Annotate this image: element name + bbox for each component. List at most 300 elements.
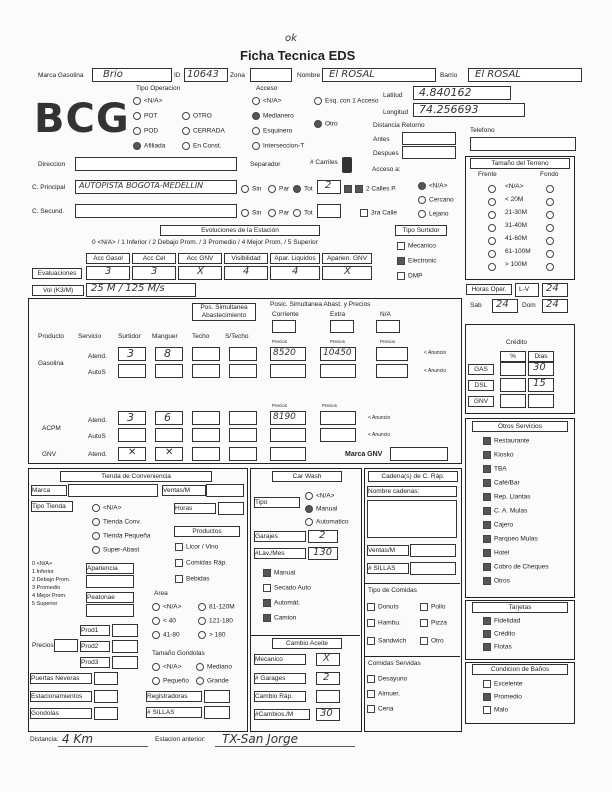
- frente-radio[interactable]: [488, 250, 496, 258]
- fondo-radio[interactable]: [546, 263, 554, 271]
- cs-carriles-field[interactable]: [317, 204, 341, 218]
- credito-pct: %: [500, 351, 526, 362]
- otros-servicios-title: Otros Servicios: [472, 421, 568, 432]
- cambio-rap-label: Cambio Ráp.: [254, 691, 306, 702]
- distancia-label: Distancia:: [30, 736, 59, 743]
- registradoras-label: Registradoras: [146, 691, 202, 702]
- gas-autos-techo[interactable]: [192, 364, 220, 378]
- cw-tipo-label: Tipo: [254, 497, 300, 508]
- gas-anuncio-1: < Anuncio: [424, 350, 447, 356]
- na-col: N/A: [380, 311, 391, 318]
- acceso-medianero[interactable]: Medianero: [252, 112, 294, 120]
- electronic-check[interactable]: Electronic: [397, 257, 437, 265]
- traffic-light-icon: [342, 157, 352, 173]
- telefono-label: Telefono: [470, 127, 495, 134]
- tienda-scale-4: 4 Mejor Prom.: [32, 593, 67, 599]
- acceso-na[interactable]: <N/A>: [252, 97, 281, 105]
- condicion-item[interactable]: [483, 693, 522, 701]
- evo-col-value[interactable]: [178, 266, 222, 280]
- calle-principal-label: C. Principal: [32, 184, 66, 191]
- antes-label: Antes: [373, 136, 390, 143]
- evo-col-header: Acc GNV: [178, 253, 222, 264]
- vol-label: Vol (K3/M): [32, 285, 84, 296]
- acpm-manguer[interactable]: 6: [155, 411, 183, 425]
- evo-col-value[interactable]: [322, 266, 372, 280]
- cs-sin[interactable]: Sin: [241, 209, 261, 217]
- prod1-label: Prod1: [80, 625, 110, 636]
- frente-label: Frente: [478, 171, 497, 178]
- evo-col-header: Apar. Liquidos: [270, 253, 320, 264]
- gas-autos-precio-2[interactable]: [320, 364, 356, 378]
- acpm-autos-stecho[interactable]: [229, 428, 257, 442]
- condicion-item[interactable]: [483, 680, 523, 688]
- productos-label: Productos: [174, 526, 240, 537]
- condicion-item[interactable]: [483, 706, 508, 714]
- gnv-dias-field[interactable]: [528, 394, 554, 408]
- puertas-field[interactable]: [94, 672, 118, 685]
- tienda-conv[interactable]: Tienda Conv.: [92, 518, 141, 526]
- otros-servicio-item[interactable]: [483, 465, 507, 473]
- pos-simultanea-title: Pos. Simultanea Abastecimiento: [192, 303, 256, 321]
- otros-servicio-label: Otros: [494, 577, 510, 585]
- telefono-field[interactable]: [470, 137, 576, 151]
- acpm-autos-precio-1[interactable]: [270, 428, 306, 442]
- nombre-label: Nombre: [297, 72, 321, 79]
- evo-col-value[interactable]: [270, 266, 320, 280]
- acpm-anuncio-2: < Anuncio: [368, 432, 391, 438]
- prod1-field[interactable]: [112, 624, 138, 637]
- cw-check-manual[interactable]: Manual: [263, 569, 295, 577]
- credito-gnv: GNV: [468, 396, 494, 407]
- acceso-label: Acceso: [256, 85, 278, 92]
- gas-techo[interactable]: [192, 347, 220, 361]
- calle-principal-field[interactable]: AUTOPISTA BOGOTA-MEDELLIN: [75, 180, 237, 194]
- zona-field[interactable]: [250, 68, 292, 82]
- acpm-precio-2[interactable]: [320, 411, 356, 425]
- garajes-label: Garajes: [254, 531, 306, 542]
- tienda-marca-label: Marca: [31, 485, 67, 496]
- otros-servicio-item[interactable]: [483, 437, 529, 445]
- fondo-label: Fondo: [540, 171, 559, 178]
- estacion-anterior-value: TX-San Jorge: [222, 732, 298, 746]
- nombre-cadenas-field[interactable]: [367, 500, 457, 538]
- manguer-col: Manguer: [152, 333, 178, 340]
- tienda-scale-5: 5 Superior: [32, 601, 58, 607]
- credito-dias: Dias: [528, 351, 554, 362]
- gas-precio-1[interactable]: 8520: [270, 347, 306, 361]
- acpm-autos-precio-2[interactable]: [320, 428, 356, 442]
- apariencia-field[interactable]: [86, 575, 134, 588]
- latitud-field[interactable]: 4.840162: [413, 86, 511, 100]
- terreno-title: Tamaño del Terreno: [470, 158, 570, 169]
- tipo-comidas-divider: [364, 583, 460, 584]
- gas-autos-precio-3[interactable]: [376, 364, 408, 378]
- acpm-autos-techo[interactable]: [192, 428, 220, 442]
- dom-label: Dom: [522, 302, 536, 309]
- terreno-row-label: > 100M: [505, 261, 527, 268]
- gnv-techo[interactable]: [192, 447, 220, 461]
- cw-check-camion[interactable]: Camion: [263, 614, 296, 622]
- dsl-pct-field[interactable]: [500, 378, 526, 392]
- corriente-box[interactable]: [272, 320, 296, 333]
- area-41-80[interactable]: 41-80: [152, 631, 180, 639]
- cadena-ventas-label: Ventas/M: [367, 545, 409, 556]
- evo-col-value[interactable]: [132, 266, 176, 280]
- gasolina-label: Gasolina: [38, 360, 64, 367]
- otros-servicio-label: TBA: [494, 465, 507, 473]
- acceso-a-label: Acceso a:: [372, 166, 401, 173]
- otros-servicio-item[interactable]: [483, 493, 531, 501]
- garages-field[interactable]: 2: [316, 672, 340, 685]
- otros-servicio-item[interactable]: [483, 451, 514, 459]
- tienda-na[interactable]: <N/A>: [92, 504, 121, 512]
- area-81-120[interactable]: 81-120M: [198, 603, 235, 611]
- gnv-pct-field[interactable]: [500, 394, 526, 408]
- marca-gnv-label: Marca GNV: [345, 451, 383, 458]
- tipo-op-en-const[interactable]: En Const.: [182, 142, 222, 150]
- marca-gnv-field[interactable]: [390, 447, 448, 461]
- cw-manual[interactable]: Manual: [305, 505, 337, 513]
- comida-pizza[interactable]: Pizza: [420, 619, 447, 627]
- servida-almuer[interactable]: Almuer.: [367, 690, 400, 698]
- acpm-techo[interactable]: [192, 411, 220, 425]
- tam-grande[interactable]: Grande: [196, 677, 229, 685]
- tam-pequeno[interactable]: Pequeño: [152, 677, 189, 685]
- cw-automatico[interactable]: Automatico: [305, 518, 349, 526]
- gas-stecho[interactable]: [229, 347, 257, 361]
- condicion-label: Malo: [494, 706, 509, 714]
- otros-servicio-label: Restaurante: [494, 437, 530, 445]
- otros-servicio-item[interactable]: [483, 479, 520, 487]
- otros-servicio-label: Hotel: [494, 549, 510, 557]
- ok-mark: ok: [285, 33, 297, 44]
- acceso-otro[interactable]: Otro: [314, 120, 338, 128]
- bebidas-check[interactable]: Bebidas: [175, 575, 210, 583]
- tam-mediano[interactable]: Mediano: [196, 663, 232, 671]
- otros-servicio-item[interactable]: [483, 535, 538, 543]
- na-box[interactable]: [376, 320, 400, 333]
- tarjeta-item[interactable]: [483, 617, 520, 625]
- servida-cena[interactable]: Cena: [367, 705, 394, 713]
- cs-par[interactable]: Par: [268, 209, 289, 217]
- otros-servicio-label: Kiosko: [494, 451, 514, 459]
- mecanico-label: Mecanico: [254, 654, 306, 665]
- id-field[interactable]: 10643: [184, 68, 228, 82]
- tarjetas-title: Tarjetas: [472, 602, 568, 613]
- calle-secund-field[interactable]: [75, 204, 237, 218]
- otros-servicio-label: Cobro de Cheques: [494, 563, 549, 571]
- evo-col-header: Aparien. GNV: [322, 253, 372, 264]
- sab-field[interactable]: 24: [492, 299, 518, 313]
- otros-servicio-item[interactable]: [483, 521, 513, 529]
- cs-tot[interactable]: Tot: [293, 209, 313, 217]
- comida-otro[interactable]: Otro: [420, 637, 444, 645]
- tienda-sillas-field[interactable]: [204, 706, 230, 719]
- nombre-field[interactable]: El ROSAL: [322, 68, 436, 82]
- dmp-check[interactable]: DMP: [397, 272, 422, 280]
- longitud-field[interactable]: 74.256693: [413, 103, 525, 117]
- mecanico-check[interactable]: Mecanico: [397, 242, 436, 250]
- despues-field[interactable]: [402, 146, 456, 159]
- despues-label: Despues: [373, 150, 399, 157]
- stecho-col: S/Techo: [225, 333, 249, 340]
- gas-autos-stecho[interactable]: [229, 364, 257, 378]
- cadena-sillas-label: # SILLAS: [367, 563, 409, 574]
- terreno-row-label: 41-60M: [505, 235, 528, 242]
- tarjeta-item[interactable]: [483, 643, 512, 651]
- prod3-label: Prod3: [80, 657, 110, 668]
- form-title: Ficha Tecnica EDS: [240, 48, 356, 63]
- cambios-label: #Cambios./M: [254, 709, 310, 720]
- tipo-op-na[interactable]: <N/A>: [133, 97, 162, 105]
- tipo-op-afiliada[interactable]: Afiliada: [133, 142, 165, 150]
- gnv-surtidor[interactable]: ✕: [118, 447, 146, 461]
- tienda-sillas-label: # SILLAS: [146, 707, 202, 718]
- cp-dos-calles[interactable]: 2 Calles P.: [344, 185, 397, 193]
- prod2-label: Prod2: [80, 641, 110, 652]
- extra-box[interactable]: [330, 320, 354, 333]
- frente-radio[interactable]: [488, 198, 496, 206]
- otros-servicio-item[interactable]: [483, 507, 527, 515]
- comidas-check[interactable]: Comidas Ráp.: [175, 559, 227, 567]
- prod3-field[interactable]: [112, 656, 138, 669]
- tipo-op-pot[interactable]: POT: [133, 112, 157, 120]
- frente-radio[interactable]: [488, 237, 496, 245]
- cp-tot[interactable]: Tot: [293, 185, 313, 193]
- barrio-field[interactable]: El ROSAL: [468, 68, 582, 82]
- cadena-ventas-field[interactable]: [410, 544, 456, 557]
- tienda-scale-3: 3 Promedio: [32, 585, 61, 591]
- otros-servicio-item[interactable]: [483, 549, 509, 557]
- cw-check-automat[interactable]: Automát.: [263, 599, 300, 607]
- estac-field[interactable]: [94, 690, 118, 703]
- gnv-precio[interactable]: [270, 447, 306, 461]
- direccion-field[interactable]: [75, 157, 237, 171]
- horas-lv-value[interactable]: 24: [542, 283, 568, 297]
- servidas-label: Comidas Servidas: [368, 660, 421, 667]
- fondo-radio[interactable]: [546, 224, 554, 232]
- registradoras-field[interactable]: [204, 690, 230, 703]
- gas-autos-precio-1[interactable]: [270, 364, 306, 378]
- comida-donuts[interactable]: Donuts: [367, 603, 399, 611]
- tienda-ventas-field[interactable]: [206, 484, 244, 497]
- tienda-pequena[interactable]: Tienda Pequeña: [92, 532, 150, 540]
- lav-label: #Lav./Mes: [254, 548, 306, 559]
- gas-autos-label: AutoS: [88, 369, 106, 376]
- credito-dsl: DSL: [468, 380, 494, 391]
- garages-label: # Garages: [254, 673, 306, 684]
- frente-radio[interactable]: [488, 211, 496, 219]
- gas-manguer[interactable]: 8: [155, 347, 183, 361]
- fondo-radio[interactable]: [546, 211, 554, 219]
- tienda-horas-field[interactable]: [218, 502, 244, 515]
- sab-label: Sab: [470, 302, 482, 309]
- evo-col-header: Acc Gasol: [86, 253, 130, 264]
- peatonae-field[interactable]: [86, 604, 134, 617]
- apariencia-label: Apariencia: [86, 563, 134, 574]
- servidas-divider: [364, 656, 460, 657]
- evaluaciones-label: Evaluaciones: [32, 268, 82, 279]
- antes-field[interactable]: [402, 132, 456, 145]
- evo-value-text: 3: [105, 266, 112, 277]
- frente-radio[interactable]: [488, 263, 496, 271]
- area-label: Area: [154, 590, 168, 597]
- terreno-row-label: <N/A>: [505, 183, 524, 190]
- estacion-anterior-label: Estacion anterior:: [155, 736, 206, 743]
- horas-lv-field[interactable]: L-V: [515, 283, 539, 297]
- evoluciones-scale: 0 <N/A> / 1 Inferior / 2 Debajo Prom. / 3 Promedio / 4 Mejor Prom. / 5 Superior: [92, 239, 318, 246]
- cs-tres-calle[interactable]: 3ra Calle: [360, 209, 397, 217]
- tienda-super[interactable]: Super-Abast: [92, 546, 139, 554]
- acpm-stecho[interactable]: [229, 411, 257, 425]
- tarjeta-item[interactable]: [483, 630, 515, 638]
- gas-surtidor[interactable]: 3: [118, 347, 146, 361]
- condicion-label: Excelente: [494, 680, 523, 688]
- tarjeta-label: Flotas: [494, 643, 512, 651]
- distancia-retorno-label: Distancia Retorno: [373, 122, 425, 129]
- terreno-row-label: 61-100M: [505, 248, 531, 255]
- otros-servicio-label: Parqueo Mulas: [494, 535, 538, 543]
- distancia-value: 4 Km: [62, 732, 94, 746]
- gnv-manguer[interactable]: ✕: [155, 447, 183, 461]
- separador-label: Separador: [250, 161, 281, 168]
- dsl-dias-field[interactable]: 15: [528, 378, 554, 392]
- fondo-radio[interactable]: [546, 250, 554, 258]
- tienda-scale-2: 2 Debajo Prom.: [32, 577, 71, 583]
- longitud-label: Longitud: [383, 109, 408, 116]
- area-lt-40[interactable]: < 40: [152, 617, 176, 625]
- cambio-aceite-divider: [250, 635, 360, 636]
- cambios-field[interactable]: 30: [316, 708, 340, 721]
- area-na[interactable]: <N/A>: [152, 603, 181, 611]
- surtidor-col: Surtidor: [118, 333, 141, 340]
- tipo-op-pod[interactable]: POD: [133, 127, 158, 135]
- fondo-radio[interactable]: [546, 185, 554, 193]
- condicion-label: Promedio: [494, 693, 522, 701]
- puertas-label: Puertas Neveras: [30, 673, 92, 684]
- gnv-atend-label: Atend.: [88, 451, 107, 458]
- terreno-row-label: < 20M: [505, 196, 524, 203]
- gas-precio-2[interactable]: 10450: [320, 347, 356, 361]
- gas-pct-field[interactable]: [500, 362, 526, 376]
- tipo-surtidor-label: Tipo Surtidor: [395, 225, 447, 236]
- gondolas-label: Gondolas: [30, 708, 92, 719]
- producto-col: Producto: [38, 333, 65, 340]
- prod2-field[interactable]: [112, 640, 138, 653]
- precios-field[interactable]: [54, 639, 78, 652]
- techo-col: Techo: [192, 333, 210, 340]
- evo-col-value[interactable]: [224, 266, 268, 280]
- tienda-scale-0: 0 <N/A>: [32, 561, 53, 567]
- cp-sin[interactable]: Sin: [241, 185, 261, 193]
- tipo-op-cerrada[interactable]: CERRADA: [182, 127, 225, 135]
- gas-anuncio-2: < Anuncio: [424, 368, 447, 374]
- frente-radio[interactable]: [488, 185, 496, 193]
- condicion-title: Condicion de Baños: [472, 664, 568, 675]
- cambio-aceite-title: Cambio Aceite: [272, 638, 342, 649]
- barrio-label: Barrio: [440, 72, 458, 79]
- fondo-radio[interactable]: [546, 237, 554, 245]
- fondo-radio[interactable]: [546, 198, 554, 206]
- evo-col-value[interactable]: [86, 266, 130, 280]
- licor-check[interactable]: Licor / Vino: [175, 543, 218, 551]
- acpm-precio-label-2: Precios: [322, 403, 338, 408]
- tam-na[interactable]: <N/A>: [152, 663, 181, 671]
- marca-field[interactable]: Brio: [92, 68, 172, 82]
- latitud-label: Latitud: [383, 92, 403, 99]
- acceso-esq-1[interactable]: Esq. con 1 Acceso: [314, 97, 378, 105]
- tienda-marca-field[interactable]: [68, 484, 158, 497]
- gas-precio-3[interactable]: [376, 347, 408, 361]
- gnv-stecho[interactable]: [229, 447, 257, 461]
- tienda-scale-1: 1 Inferior: [32, 569, 54, 575]
- acpm-autos-label: AutoS: [88, 433, 106, 440]
- comida-pollo[interactable]: Pollo: [420, 603, 445, 611]
- acceso-a-cercano[interactable]: Cercano: [418, 196, 454, 204]
- servida-desayuno[interactable]: Desayuno: [367, 675, 407, 683]
- estacion-line: [215, 746, 355, 747]
- tipo-op-otro[interactable]: OTRO: [182, 112, 212, 120]
- cp-carriles-field[interactable]: 2: [317, 180, 341, 194]
- area-121-180[interactable]: 121-180: [198, 617, 233, 625]
- gondolas-field[interactable]: [94, 707, 118, 720]
- cw-na[interactable]: <N/A>: [305, 492, 334, 500]
- comida-sandwich[interactable]: Sandwich: [367, 637, 406, 645]
- gas-dias-field[interactable]: 30: [528, 362, 554, 376]
- acpm-precio-1[interactable]: 8190: [270, 411, 306, 425]
- otros-servicio-item[interactable]: [483, 577, 510, 585]
- carwash-title: Car Wash: [272, 471, 342, 482]
- acpm-autos-surt[interactable]: [118, 428, 146, 442]
- gas-autos-surt[interactable]: [118, 364, 146, 378]
- acceso-a-na[interactable]: <N/A>: [418, 182, 447, 190]
- extra-col: Extra: [330, 311, 346, 318]
- otros-servicio-item[interactable]: [483, 563, 549, 571]
- cadena-sillas-field[interactable]: [410, 562, 456, 575]
- id-label: ID: [174, 72, 181, 79]
- frente-radio[interactable]: [488, 224, 496, 232]
- gas-precio-label-1: Precios: [272, 339, 288, 344]
- cw-check-secado[interactable]: Secado Auto: [263, 584, 311, 592]
- comida-hambu[interactable]: Hambu.: [367, 619, 401, 627]
- vol-field[interactable]: 25 M / 125 M/s: [86, 283, 196, 297]
- acpm-precio-label-1: Precios: [272, 403, 288, 408]
- otros-servicio-label: Cajero: [494, 521, 514, 529]
- carriles-label: # Carriles: [310, 159, 338, 166]
- cp-par[interactable]: Par: [268, 185, 289, 193]
- area-gt-180[interactable]: > 180: [198, 631, 225, 639]
- dom-field[interactable]: 24: [542, 299, 568, 313]
- acpm-surtidor[interactable]: 3: [118, 411, 146, 425]
- gas-precio-label-2: Precios: [330, 339, 346, 344]
- cambio-rap-field[interactable]: [316, 690, 340, 703]
- evo-value-text: X: [197, 266, 204, 277]
- distancia-line: [58, 746, 148, 747]
- terreno-row-label: 31-40M: [505, 222, 528, 229]
- garajes-field[interactable]: 2: [308, 530, 338, 543]
- acceso-a-lejano[interactable]: Lejano: [418, 210, 449, 218]
- acceso-esquinero[interactable]: Esquinero: [252, 127, 292, 135]
- acceso-interseccion[interactable]: Interseccion-T: [252, 142, 304, 150]
- lav-field[interactable]: 130: [308, 547, 338, 560]
- gas-precio-label-3: Precios: [380, 339, 396, 344]
- otros-servicio-label: C. A. Mulas: [494, 507, 528, 515]
- acpm-autos-mang[interactable]: [155, 428, 183, 442]
- mecanico-field[interactable]: X: [316, 653, 340, 666]
- tienda-ventas-label: Ventas/M: [162, 485, 206, 496]
- evo-col-header: Visibilidad: [224, 253, 268, 264]
- gas-autos-mang[interactable]: [155, 364, 183, 378]
